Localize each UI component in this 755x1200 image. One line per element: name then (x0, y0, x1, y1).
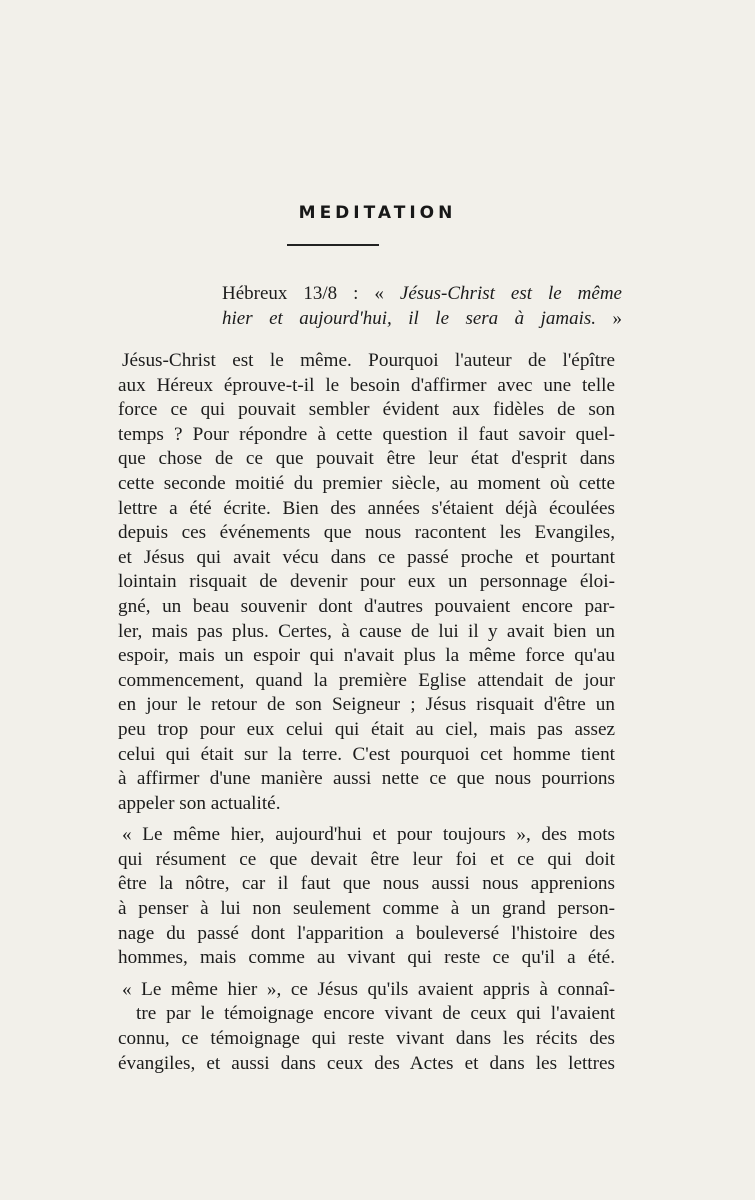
text-line: peu trop pour eux celui qui était au ciel, mais pas assez (118, 718, 615, 740)
heading-underline (287, 244, 379, 246)
text-line: appeler son actualité. (118, 792, 281, 814)
text-line: ler, mais pas plus. Certes, à cause de lui il y avait bien un (118, 620, 615, 642)
text-line: hommes, mais comme au vivant qui reste ce qu'il a été. (118, 947, 615, 969)
paragraph-3 (118, 978, 615, 1076)
page-heading: MEDITATION (298, 203, 457, 223)
text-line: à penser à lui non seulement comme à un grand person- (118, 898, 615, 920)
text-line: « Le même hier, aujourd'hui et pour toujours », des mots (122, 824, 615, 846)
epigraph-quote-2: hier et aujourd'hui, il le sera à jamais. (222, 307, 597, 329)
epigraph-line-2 (222, 305, 622, 330)
text-line: connu, ce témoignage qui reste vivant dans les récits des (118, 1028, 615, 1050)
text-line: en jour le retour de son Seigneur ; Jésus risquait d'être un (118, 694, 615, 716)
epigraph-close: » (596, 307, 623, 329)
text-line: évangiles, et aussi dans ceux des Actes et dans les lettres (118, 1052, 615, 1074)
text-line: commencement, quand la première Eglise attendait de jour (118, 669, 615, 691)
text-line: cette seconde moitié du premier siècle, au moment où cette (118, 472, 615, 494)
text-line: temps ? Pour répondre à cette question il faut savoir quel- (118, 423, 615, 445)
text-line: être la nôtre, car il faut que nous aussi nous apprenions (118, 873, 615, 895)
paragraph-2 (118, 823, 615, 971)
text-line: force ce qui pouvait sembler évident aux fidèles de son (118, 399, 615, 421)
text-line: tre par le témoignage encore vivant de ceux qui l'avaient (136, 1003, 615, 1025)
text-line: depuis ces événements que nous racontent les Evangiles, (118, 522, 615, 544)
text-line: nage du passé dont l'apparition a bouleversé l'histoire des (118, 922, 615, 944)
body-text (118, 349, 615, 1083)
epigraph-reference: Hébreux 13/8 : « (222, 283, 400, 304)
text-line: lettre a été écrite. Bien des années s'étaient déjà écoulées (118, 497, 615, 519)
text-line: et Jésus qui avait vécu dans ce passé proche et pourtant (118, 546, 615, 568)
text-line: aux Héreux éprouve-t-il le besoin d'affirmer avec une telle (118, 374, 615, 396)
text-line: qui résument ce que devait être leur foi et ce qui doit (118, 848, 615, 870)
epigraph (222, 280, 622, 329)
text-line: à affirmer d'une manière aussi nette ce que nous pourrions (118, 768, 615, 790)
text-line: lointain risquait de devenir pour eux un personnage éloi- (118, 571, 615, 593)
epigraph-line-1 (222, 280, 622, 305)
text-line: « Le même hier », ce Jésus qu'ils avaient appris à connaî- (122, 978, 615, 1000)
text-line: gné, un beau souvenir dont d'autres pouvaient encore par- (118, 595, 615, 617)
text-line: que chose de ce que pouvait être leur état d'esprit dans (118, 448, 615, 470)
epigraph-quote-1: Jésus-Christ est le même (399, 283, 622, 304)
text-line: Jésus-Christ est le même. Pourquoi l'auteur de l'épître (122, 350, 615, 371)
text-line: espoir, mais un espoir qui n'avait plus la même force qu'au (118, 645, 615, 667)
text-line: celui qui était sur la terre. C'est pourquoi cet homme tient (118, 743, 615, 765)
paragraph-1 (118, 349, 615, 816)
